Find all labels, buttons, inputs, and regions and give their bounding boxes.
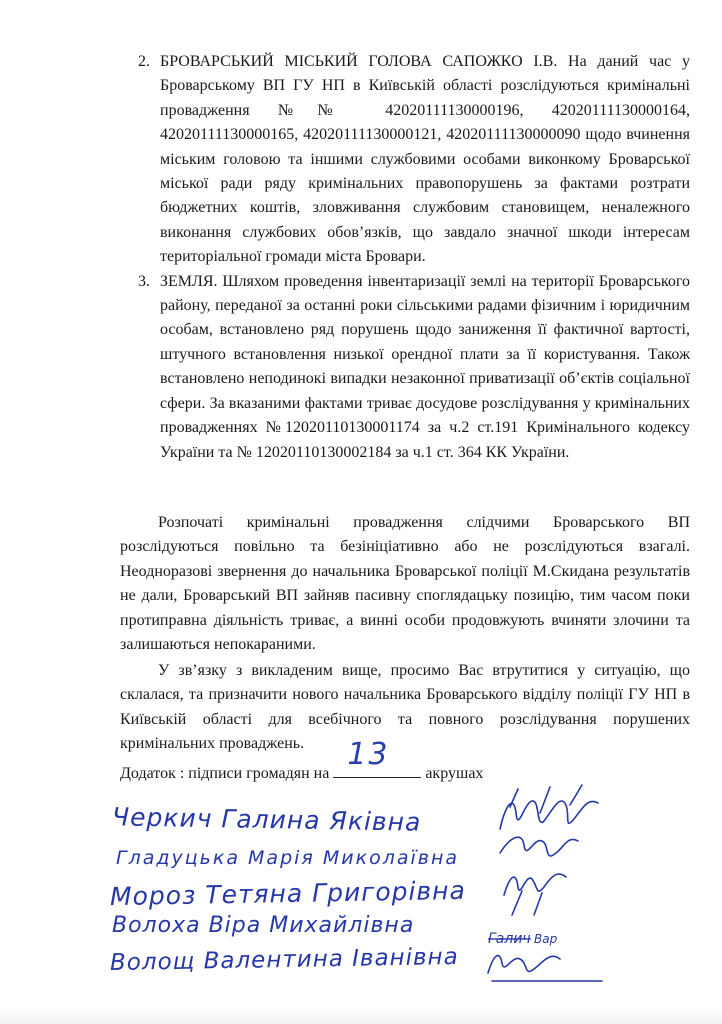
paragraph: У зв’язку з викладеним вище, просимо Вас втрутитися у ситуацію, що склалася, та призначити нового начальника Броварського відділу поліції ГУ НП в Київській області для всебічного та повного розслідування порушених кримінальних проваджень.: [120, 662, 690, 753]
signature-list: [90, 795, 650, 995]
signature-mark-text: Галич: [488, 931, 531, 947]
list-item-text: ЗЕМЛЯ. Шляхом проведення інвентаризації землі на території Броварського району, переданої за останні роки сільськими радами фізичним і юридичним особам, встановлено ряд порушень щодо заниження її фактичної вартості, штучного встановлення низької орендної плати за її користування. Також встановлено неподинокі випадки незаконної приватизації об’єктів соціальної сфери. За вказаними фактами триває досудове розслідування у кримінальних провадженнях №12020110130001174 за ч.2 ст.191 Кримінального кодексу України та № 12020110130002184 за ч.1 ст. 364 КК України.: [160, 272, 690, 461]
handwritten-name: Волоха Віра Михайлівна: [112, 913, 415, 938]
signature-mark: [488, 956, 560, 973]
list-item-number: 3.: [138, 272, 150, 290]
list-item-text: БРОВАРСЬКИЙ МІСЬКИЙ ГОЛОВА САПОЖКО І.В. На даний час у Броварському ВП ГУ НП в Київській області розслідуються кримінальні провадження №№ 42020111130000196, 42020111130000164, 42020111130000165, 42020111130000121, 42020111130000090 щодо вчинення міським головою та іншими службовими особами виконкому Броварської міської ради ряду кримінальних правопорушень за фактами розтрати бюджетних коштів, зловживання службовим становищем, неналежного виконання службових обов’язків, що завдало значної шкоди інтересам територіальної громади міста Бровари.: [160, 53, 690, 266]
signature-mark: [500, 801, 598, 829]
handwritten-name: Волощ Валентина Іванівна: [109, 943, 459, 977]
handwritten-name: Мороз Тетяна Григорівна: [109, 875, 467, 912]
scan-bottom-edge: [0, 1008, 722, 1024]
list-item-number: 2.: [138, 53, 150, 70]
signature-mark-text: Вар: [534, 932, 558, 946]
paragraph: Розпочаті кримінальні провадження слідчими Броварського ВП розслідуються повільно та безініціативно або не розслідуються взагалі. Неодноразові звернення до начальника Броварської поліції М.Скидана результатів не дали, Броварський ВП зайняв пасивну споглядацьку позицію, тим часом поки протиправна діяльність триває, а винні особи продовжують вчиняти злочини та залишаються непокараними.: [120, 514, 690, 654]
list-item: [120, 50, 690, 270]
appendix-prefix: Додаток : підписи громадян на: [120, 765, 330, 782]
signature-marks: [470, 783, 650, 993]
list-item: [120, 270, 690, 465]
handwritten-name: Черкич Галина Яківна: [111, 802, 422, 837]
signature-mark: [510, 785, 582, 813]
appendix-line: [120, 737, 484, 786]
signature-mark: [500, 837, 578, 856]
signature-mark: [512, 891, 542, 915]
handwritten-sheet-count: 13: [347, 737, 390, 772]
appendix-suffix: акрушах: [425, 765, 484, 782]
handwritten-name: Гладуцька Марія Миколаївна: [116, 847, 460, 869]
signature-mark: [504, 874, 566, 895]
numbered-list: [120, 50, 690, 465]
sheet-count-blank: [333, 737, 421, 778]
